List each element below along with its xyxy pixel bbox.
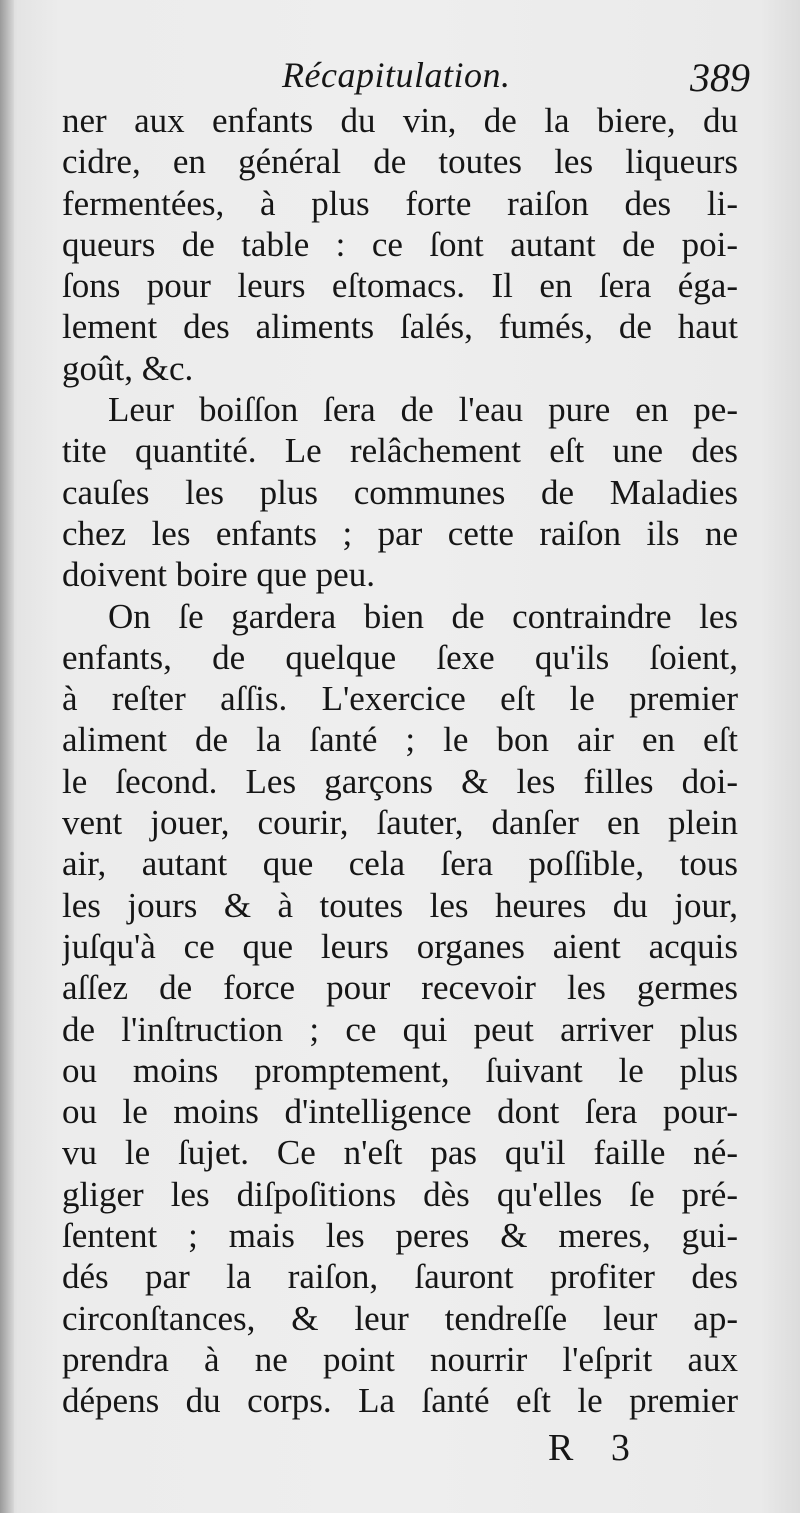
text-line: aliment de la ſanté ; le bon air en eſt <box>62 720 738 760</box>
running-title: Récapitulation. <box>282 55 511 95</box>
text-line: dés par la raiſon, ſauront profiter des <box>62 1257 738 1297</box>
text-line: dépens du corps. La ſanté eſt le premier <box>62 1381 738 1421</box>
text-line: Leur boiſſon ſera de l'eau pure en pe- <box>108 390 738 430</box>
text-line: de l'inſtruction ; ce qui peut arriver plus <box>62 1009 738 1049</box>
body-text <box>62 100 738 1422</box>
text-line: queurs de table : ce ſont autant de poi- <box>62 224 738 264</box>
text-line: ſentent ; mais les peres & meres, gui- <box>62 1216 738 1256</box>
text-line: ou le moins d'intelligence dont ſera pour- <box>62 1092 738 1132</box>
text-line: circonſtances, & leur tendreſſe leur ap- <box>62 1298 738 1338</box>
text-line: cauſes les plus communes de Maladies <box>62 472 738 512</box>
text-line: les jours & à toutes les heures du jour, <box>62 885 738 925</box>
text-line: ou moins promptement, ſuivant le plus <box>62 1050 738 1090</box>
text-line: gliger les diſpoſitions dès qu'elles ſe pré- <box>62 1174 738 1214</box>
text-line: chez les enfants ; par cette raiſon ils ne <box>62 513 738 553</box>
text-line: doivent boire que peu. <box>62 555 375 595</box>
text-line: On ſe gardera bien de contraindre les <box>108 596 738 636</box>
binding-shadow <box>0 0 14 1513</box>
text-line: ner aux enfants du vin, de la biere, du <box>62 101 738 140</box>
text-line: aſſez de force pour recevoir les germes <box>62 968 738 1008</box>
text-line: tite quantité. Le relâchement eſt une des <box>62 431 738 471</box>
page-number: 389 <box>690 55 750 100</box>
text-line: vent jouer, courir, ſauter, danſer en plein <box>62 803 738 843</box>
text-line: juſqu'à ce que leurs organes aient acquis <box>62 926 738 966</box>
text-line: le ſecond. Les garçons & les filles doi- <box>62 761 738 801</box>
signature-mark: R 3 <box>548 1427 644 1469</box>
text-line: lement des aliments ſalés, fumés, de haut <box>62 307 738 347</box>
text-line: goût, &c. <box>62 348 194 388</box>
text-line: fermentées, à plus forte raiſon des li- <box>62 183 738 223</box>
text-line: enfants, de quelque ſexe qu'ils ſoient, <box>62 637 738 677</box>
text-line: à reſter aſſis. L'exercice eſt le premier <box>62 679 738 719</box>
text-line: cidre, en général de toutes les liqueurs <box>62 142 738 182</box>
text-line: ſons pour leurs eſtomacs. Il en ſera éga- <box>62 266 738 306</box>
text-line: vu le ſujet. Ce n'eſt pas qu'il faille né- <box>62 1133 738 1173</box>
page-header <box>60 52 750 102</box>
text-line: air, autant que cela ſera poſſible, tous <box>62 844 738 884</box>
text-line: prendra à ne point nourrir l'eſprit aux <box>62 1339 738 1379</box>
